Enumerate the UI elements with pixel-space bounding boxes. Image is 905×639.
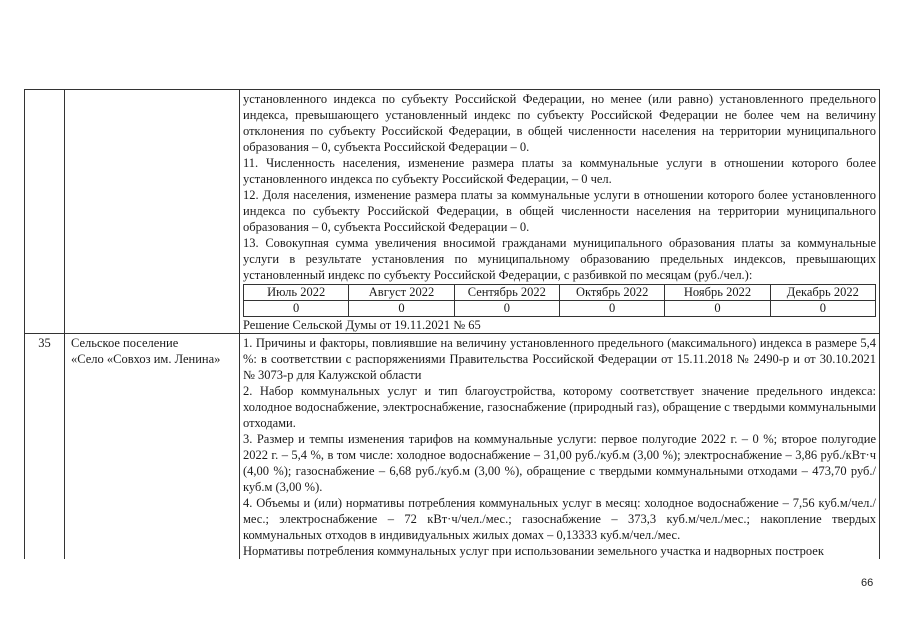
municipal-index-table xyxy=(24,89,880,559)
details-cell xyxy=(240,334,880,560)
month-value: 0 xyxy=(244,301,349,317)
month-value: 0 xyxy=(665,301,770,317)
month-header: Ноябрь 2022 xyxy=(665,285,770,301)
month-value: 0 xyxy=(454,301,559,317)
monthly-increase-table xyxy=(243,284,876,317)
municipality-name-line2: «Село «Совхоз им. Ленина» xyxy=(71,352,221,366)
municipality-name xyxy=(65,334,240,560)
months-values-row xyxy=(244,301,876,317)
page-number: 66 xyxy=(861,577,874,589)
month-header: Июль 2022 xyxy=(244,285,349,301)
table-row xyxy=(25,334,880,560)
table-row xyxy=(25,90,880,334)
month-header: Октябрь 2022 xyxy=(559,285,664,301)
item-1: 1. Причины и факторы, повлиявшие на величину установленного предельного (максимального) индекса в размере 5,4 %: в соответствии с распоряжениями Правительства Российской Федерации от 15.11.2018 № 2490-р и от 30.10.2021 № 3073-р для Калужской области xyxy=(243,336,876,382)
row-number: 35 xyxy=(25,334,65,560)
month-value: 0 xyxy=(349,301,454,317)
item-11: 11. Численность населения, изменение размера платы за коммунальные услуги в отношении которого более установленного индекса по субъекту Российской Федерации, – 0 чел. xyxy=(243,156,876,186)
item-3: 3. Размер и темпы изменения тарифов на коммунальные услуги: первое полугодие 2022 г. – 0 %; второе полугодие 2022 г. – 5,4 %, в том числе: холодное водоснабжение – 31,00 руб./куб.м (3,00 %); электроснабжение – 3,86 руб./кВт·ч (4,00 %); газоснабжение – 6,68 руб./куб.м (3,00 %), обращение с твердыми коммунальными отходами – 473,70 руб./куб.м (3,00 %). xyxy=(243,432,876,494)
details-cell xyxy=(240,90,880,334)
council-decision: Решение Сельской Думы от 19.11.2021 № 65 xyxy=(243,318,481,332)
paragraph-continued: установленного индекса по субъекту Российской Федерации, но менее (или равно) установленного предельного индекса, превышающего установленный индекс по субъекту Российской Федерации не более чем на величину отклонения по субъекту Российской Федерации, в общей численности населения на территории муниципального образования – 0, субъекта Российской Федерации – 0. xyxy=(243,92,876,154)
paragraph-continues: Нормативы потребления коммунальных услуг при использовании земельного участка и надворных построек xyxy=(243,544,824,558)
item-12: 12. Доля населения, изменение размера платы за коммунальные услуги в отношении которого более установленного индекса по субъекту Российской Федерации, в общей численности населения на территории муниципального образования – 0, субъекта Российской Федерации – 0. xyxy=(243,188,876,234)
month-value: 0 xyxy=(770,301,875,317)
months-header-row xyxy=(244,285,876,301)
item-4: 4. Объемы и (или) нормативы потребления коммунальных услуг в месяц: холодное водоснабжение – 7,56 куб.м/чел./мес.; электроснабжение – 72 кВт·ч/чел./мес.; газоснабжение – 373,3 куб.м/чел./мес.; накопление твердых коммунальных отходов в индивидуальных жилых домах – 0,13333 куб.м/чел./мес. xyxy=(243,496,876,542)
item-13: 13. Совокупная сумма увеличения вносимой гражданами муниципального образования платы за коммунальные услуги в результате установления по муниципальному образованию предельных индексов, превышающих установленный индекс по субъекту Российской Федерации, с разбивкой по месяцам (руб./чел.): xyxy=(243,236,876,282)
municipality-name-cell-empty xyxy=(65,90,240,334)
item-2: 2. Набор коммунальных услуг и тип благоустройства, которому соответствует значение предельного индекса: холодное водоснабжение, электроснабжение, газоснабжение (природный газ), обращение с твердыми коммунальными отходами. xyxy=(243,384,876,430)
month-header: Декабрь 2022 xyxy=(770,285,875,301)
month-header: Сентябрь 2022 xyxy=(454,285,559,301)
month-header: Август 2022 xyxy=(349,285,454,301)
row-number-cell-empty xyxy=(25,90,65,334)
month-value: 0 xyxy=(559,301,664,317)
municipality-name-line1: Сельское поселение xyxy=(71,336,179,350)
